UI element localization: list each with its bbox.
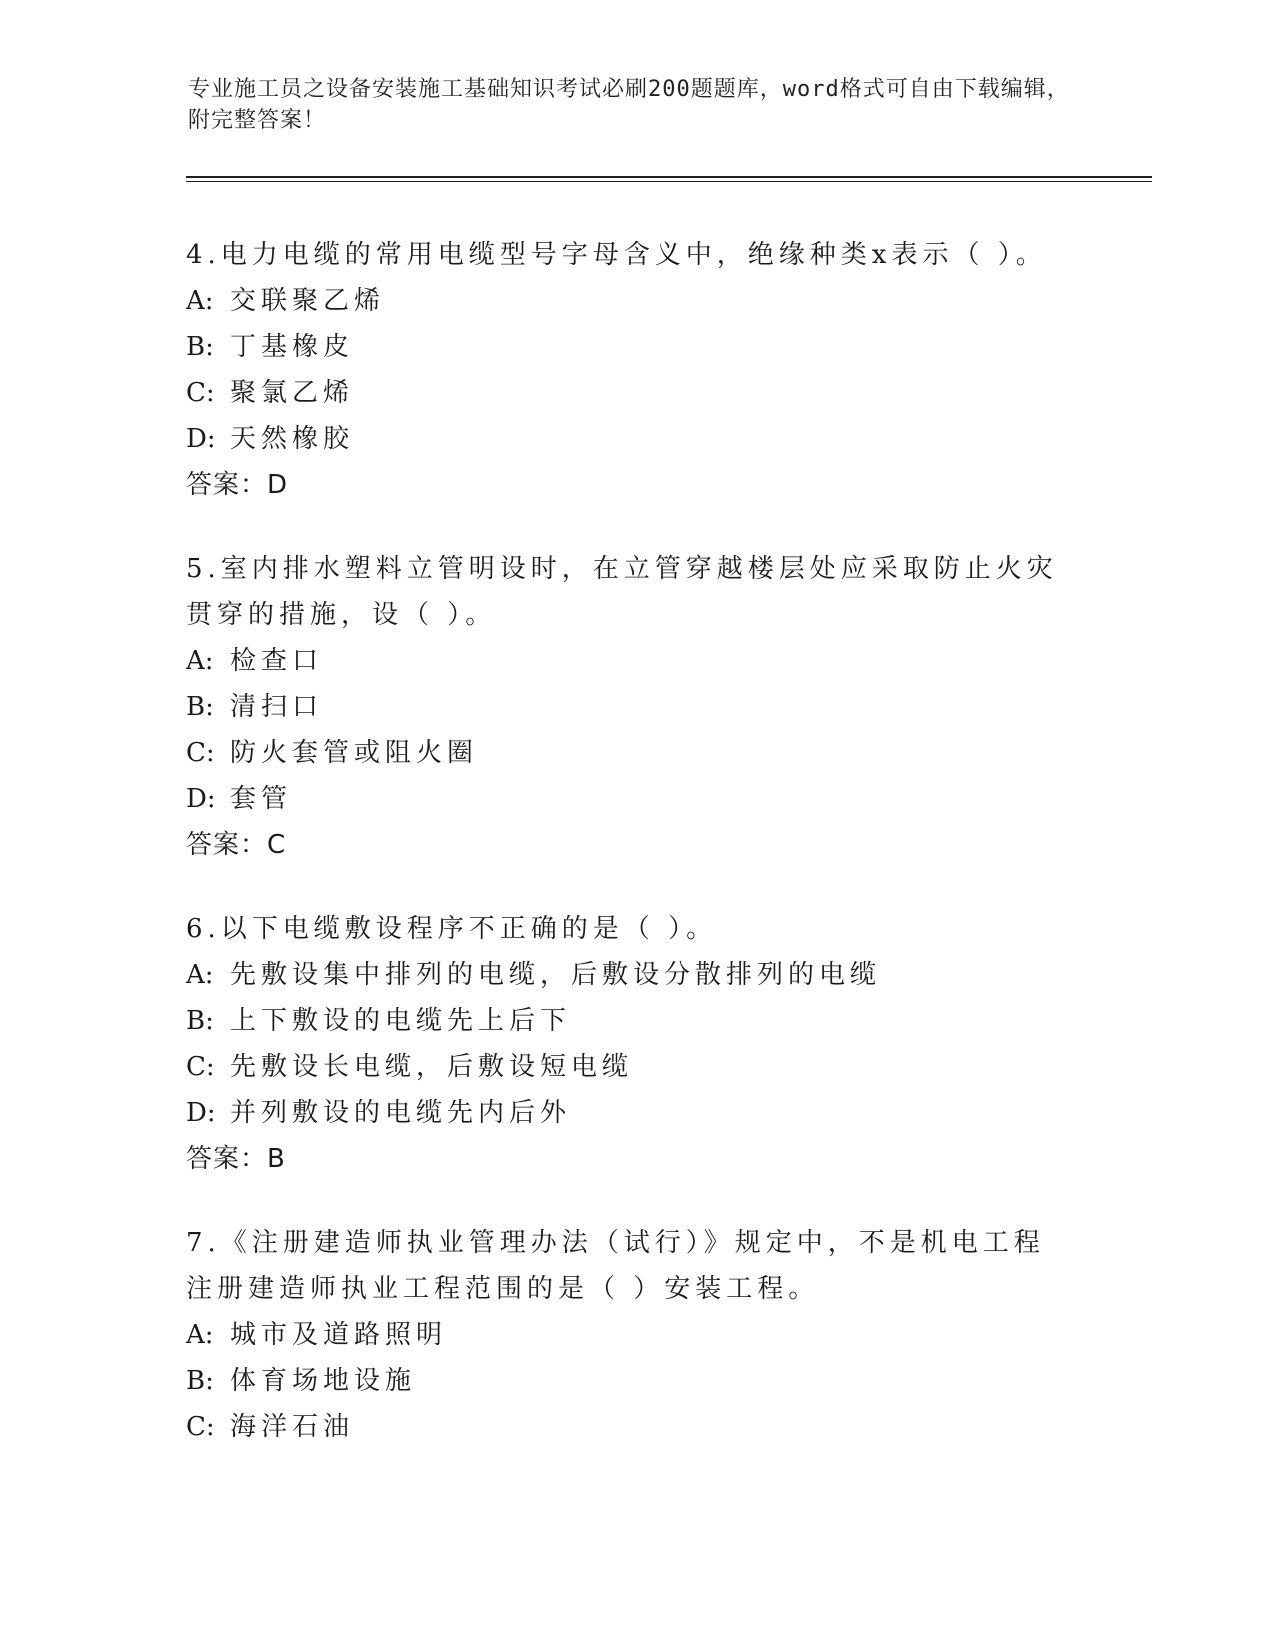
- option-c: [186, 370, 1066, 416]
- option-letter: D:: [186, 424, 216, 454]
- header-divider-thick: [186, 176, 1152, 178]
- question-stem: 4.电力电缆的常用电缆型号字母含义中，绝缘种类x表示（ ）。: [186, 240, 1047, 270]
- option-text: 并列敷设的电缆先内后外: [230, 1098, 572, 1128]
- option-letter: C:: [186, 1052, 215, 1082]
- option-b: [186, 324, 1066, 370]
- question-stem: 5.室内排水塑料立管明设时，在立管穿越楼层处应采取防止火灾贯穿的措施，设（ ）。: [186, 554, 1058, 630]
- answer-line: 答案：D: [186, 470, 289, 500]
- option-b: [186, 998, 1066, 1044]
- option-text: 交联聚乙烯: [230, 286, 386, 316]
- option-text: 先敷设长电缆，后敷设短电缆: [230, 1052, 634, 1082]
- document-title: 专业施工员之设备安装施工基础知识考试必刷200题题库，word格式可自由下载编辑，附完整答案！: [188, 77, 1070, 133]
- option-letter: B:: [186, 692, 214, 722]
- question-stem: 7.《注册建造师执业管理办法（试行）》规定中，不是机电工程注册建造师执业工程范围的是（ ）安装工程。: [186, 1228, 1045, 1304]
- option-letter: A:: [186, 286, 214, 316]
- option-a: [186, 1312, 1066, 1358]
- option-text: 城市及道路照明: [230, 1320, 448, 1350]
- option-a: [186, 952, 1066, 998]
- answer-line: 答案：B: [186, 1144, 286, 1174]
- question-4: [186, 232, 1066, 508]
- question-6: [186, 906, 1066, 1182]
- question-list: [186, 232, 1066, 1488]
- option-letter: C:: [186, 738, 215, 768]
- option-letter: A:: [186, 646, 214, 676]
- option-b: [186, 684, 1066, 730]
- option-text: 海洋石油: [230, 1412, 355, 1442]
- option-text: 先敷设集中排列的电缆，后敷设分散排列的电缆: [230, 960, 882, 990]
- option-c: [186, 1044, 1066, 1090]
- option-text: 防火套管或阻火圈: [230, 738, 479, 768]
- option-c: [186, 1404, 1066, 1450]
- option-text: 套管: [230, 784, 293, 814]
- option-letter: D:: [186, 1098, 216, 1128]
- option-d: [186, 1090, 1066, 1136]
- option-letter: B:: [186, 332, 214, 362]
- option-text: 丁基橡皮: [230, 332, 355, 362]
- header-divider-thin: [186, 181, 1152, 182]
- option-d: [186, 776, 1066, 822]
- question-stem: 6.以下电缆敷设程序不正确的是（ ）。: [186, 914, 718, 944]
- option-text: 天然橡胶: [230, 424, 355, 454]
- option-a: [186, 638, 1066, 684]
- option-text: 体育场地设施: [230, 1366, 417, 1396]
- option-letter: D:: [186, 784, 216, 814]
- answer-line: 答案：C: [186, 830, 287, 860]
- document-header: [188, 74, 1088, 136]
- option-letter: B:: [186, 1366, 214, 1396]
- option-d: [186, 416, 1066, 462]
- option-text: 清扫口: [230, 692, 324, 722]
- option-letter: C:: [186, 1412, 215, 1442]
- question-7: [186, 1220, 1066, 1450]
- option-b: [186, 1358, 1066, 1404]
- option-text: 聚氯乙烯: [230, 378, 355, 408]
- option-letter: C:: [186, 378, 215, 408]
- question-5: [186, 546, 1066, 868]
- option-letter: B:: [186, 1006, 214, 1036]
- option-letter: A:: [186, 1320, 214, 1350]
- option-letter: A:: [186, 960, 214, 990]
- option-text: 检查口: [230, 646, 324, 676]
- option-text: 上下敷设的电缆先上后下: [230, 1006, 572, 1036]
- option-c: [186, 730, 1066, 776]
- option-a: [186, 278, 1066, 324]
